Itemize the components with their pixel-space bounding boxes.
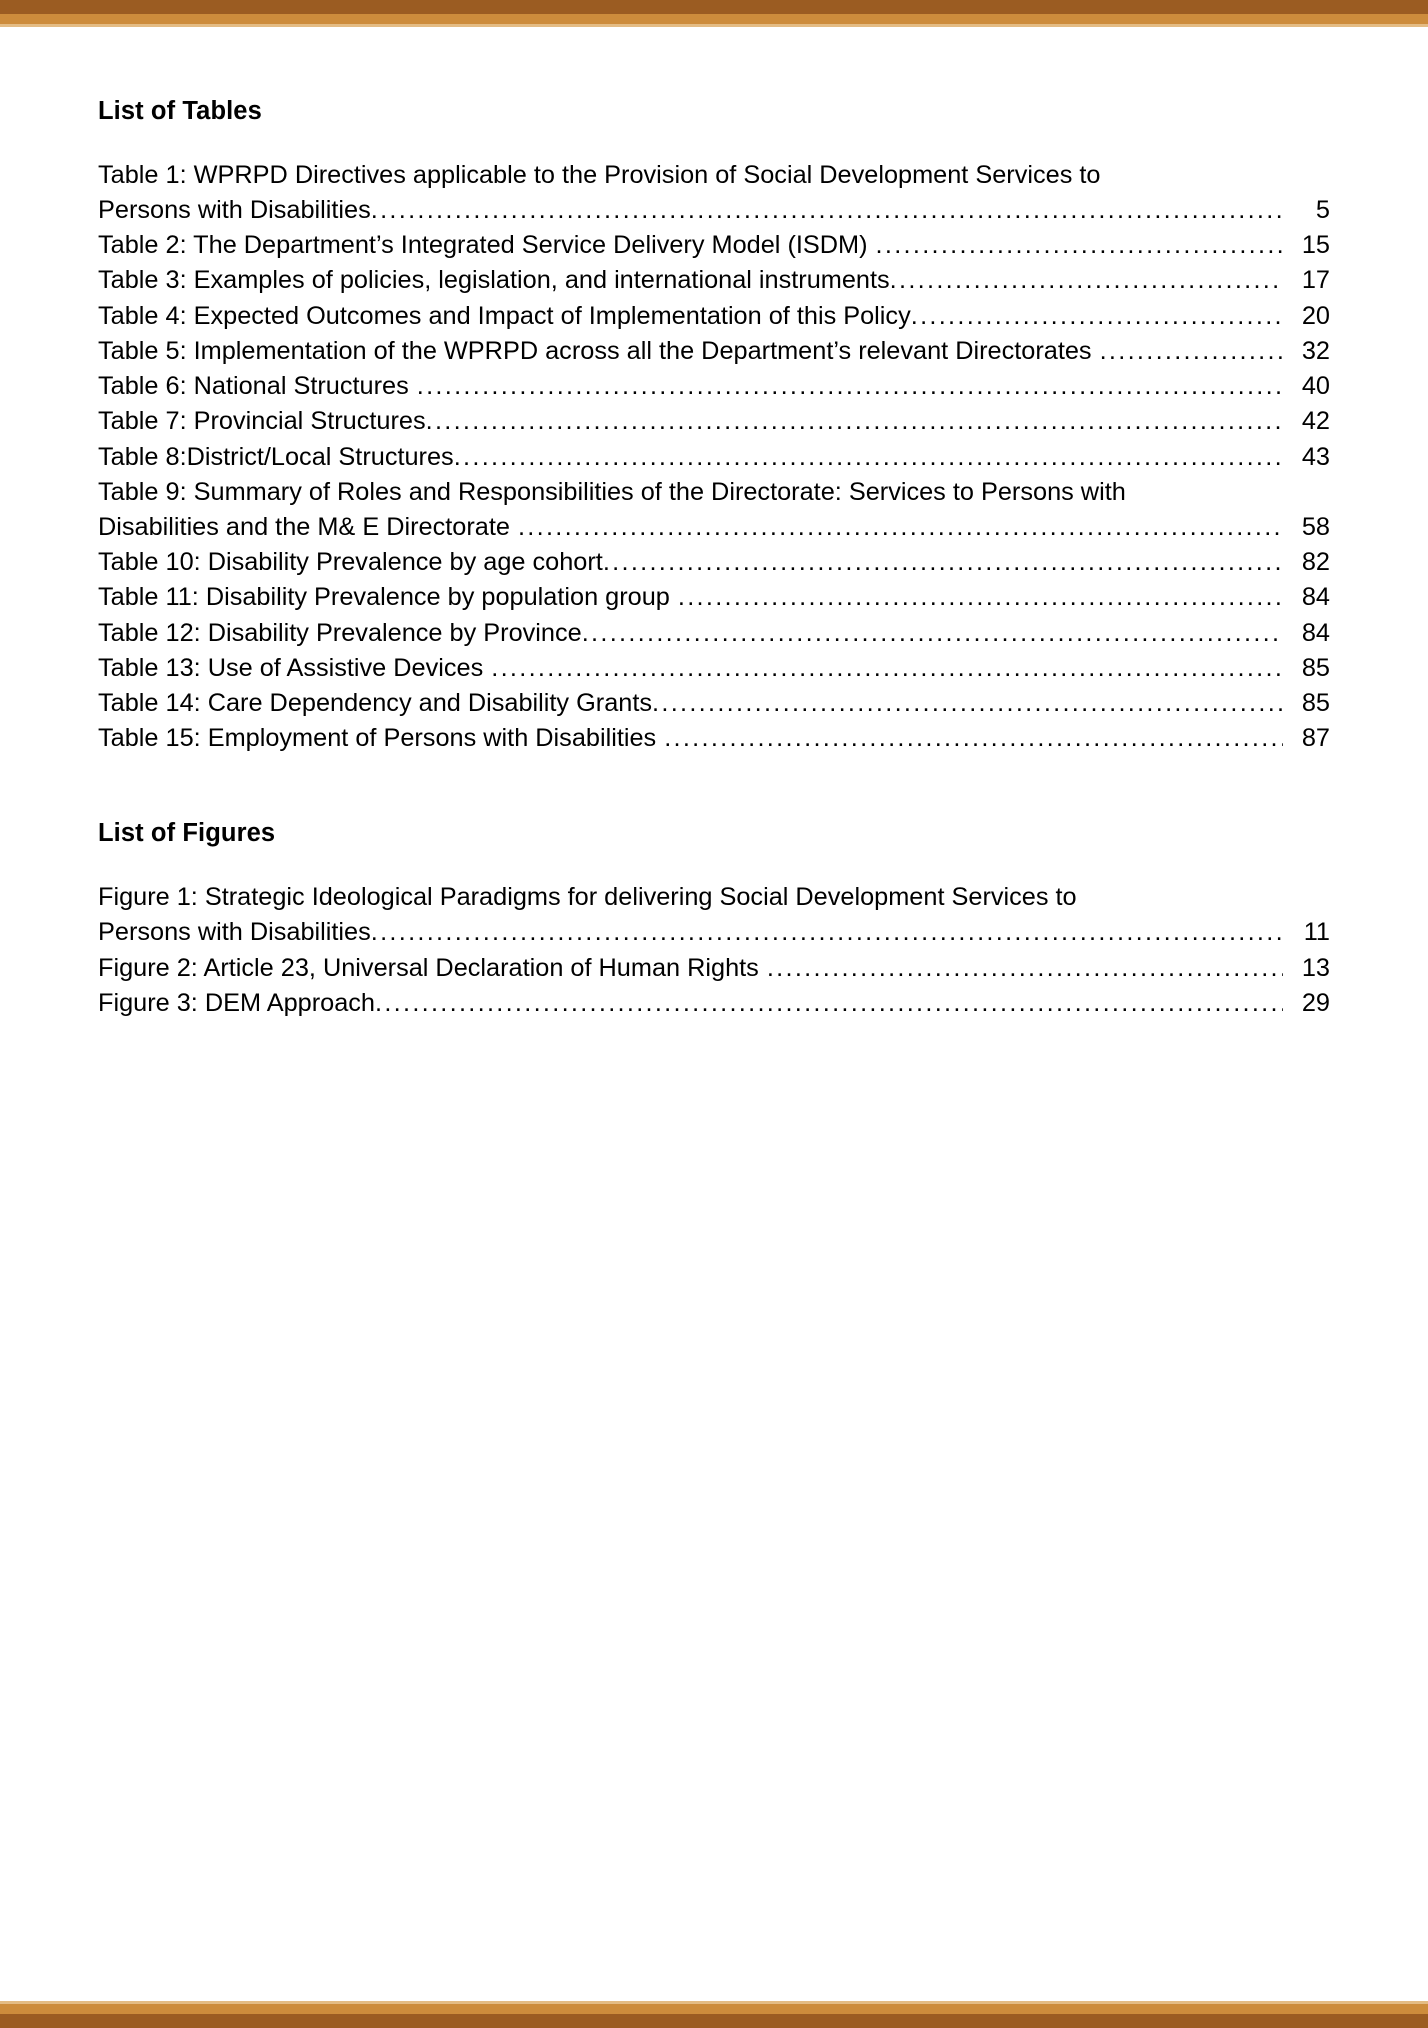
toc-entry[interactable]: [98, 369, 1330, 404]
toc-entry-label: Table 14: Care Dependency and Disability Grants: [98, 688, 653, 717]
toc-entry[interactable]: [98, 404, 1330, 439]
toc-leader-dots: [664, 726, 1283, 756]
toc-entry[interactable]: [98, 721, 1330, 756]
toc-leader-dots: [371, 921, 1283, 951]
toc-leader-dots: [876, 233, 1283, 263]
toc-entry[interactable]: [98, 651, 1330, 686]
toc-entry[interactable]: [98, 475, 1330, 545]
toc-entry[interactable]: [98, 228, 1330, 263]
toc-entry[interactable]: [98, 334, 1330, 369]
toc-page-number: 32: [1301, 336, 1330, 365]
toc-entry[interactable]: [98, 440, 1330, 475]
toc-leader-dots: [603, 550, 1283, 580]
toc-entry-label: Table 5: Implementation of the WPRPD across all the Department’s relevant Directorates: [98, 336, 1092, 365]
toc-leader-dots: [454, 445, 1283, 475]
page-border-top: [0, 0, 1428, 27]
page-content: [98, 96, 1330, 1021]
toc-page-number: 11: [1303, 918, 1330, 947]
toc-entry-label-continued: Persons with Disabilities: [98, 196, 371, 225]
toc-leader-dots: [375, 991, 1283, 1021]
toc-entry[interactable]: [98, 616, 1330, 651]
toc-page-number: 13: [1301, 953, 1330, 982]
toc-entry-label: Table 7: Provincial Structures: [98, 407, 426, 436]
toc-leader-dots: [911, 304, 1283, 334]
toc-entry-label: Table 9: Summary of Roles and Responsibilities of the Directorate: Services to Persons with: [98, 477, 1126, 506]
toc-leader-dots: [678, 586, 1283, 616]
toc-page-number: 43: [1301, 442, 1330, 471]
list-of-tables-entries: [98, 158, 1330, 756]
toc-page-number: 84: [1301, 583, 1330, 612]
toc-page-number: 42: [1301, 407, 1330, 436]
list-of-figures-entries: [98, 880, 1330, 1021]
toc-entry-label: Table 6: National Structures: [98, 372, 409, 401]
toc-leader-dots: [371, 198, 1283, 228]
toc-entry[interactable]: [98, 986, 1330, 1021]
page-border-bottom: [0, 2001, 1428, 2028]
list-of-tables-heading: List of Tables: [98, 97, 262, 125]
toc-page-number: 87: [1301, 724, 1330, 753]
list-of-tables-section: [98, 96, 1330, 756]
toc-page-number: 82: [1301, 548, 1330, 577]
toc-entry[interactable]: [98, 158, 1330, 228]
toc-page-number: 15: [1301, 231, 1330, 260]
toc-entry[interactable]: [98, 263, 1330, 298]
toc-page-number: 58: [1301, 512, 1330, 541]
border-band-light-top: [0, 14, 1428, 24]
toc-entry-label: Table 13: Use of Assistive Devices: [98, 653, 484, 682]
toc-entry[interactable]: [98, 686, 1330, 721]
toc-entry[interactable]: [98, 545, 1330, 580]
toc-page-number: 85: [1301, 653, 1330, 682]
toc-entry[interactable]: [98, 951, 1330, 986]
toc-leader-dots: [417, 374, 1283, 404]
toc-entry[interactable]: [98, 880, 1330, 950]
toc-entry-label: Table 10: Disability Prevalence by age cohort: [98, 548, 603, 577]
toc-leader-dots: [582, 621, 1283, 651]
border-band-light-bottom: [0, 2004, 1428, 2014]
border-band-dark-bottom: [0, 2014, 1428, 2028]
border-band-dark-top: [0, 0, 1428, 14]
toc-leader-dots: [1100, 339, 1283, 369]
list-of-figures-heading: List of Figures: [98, 819, 276, 848]
border-band-hairline-top: [0, 24, 1428, 27]
toc-entry-label-continued: Disabilities and the M& E Directorate: [98, 512, 510, 541]
toc-entry-label: Figure 3: DEM Approach: [98, 988, 375, 1017]
toc-entry-label: Table 12: Disability Prevalence by Province: [98, 618, 582, 647]
toc-entry-label: Figure 1: Strategic Ideological Paradigms for delivering Social Development Services to: [98, 883, 1077, 912]
toc-entry-label: Table 3: Examples of policies, legislation, and international instruments: [98, 266, 890, 295]
toc-leader-dots: [767, 956, 1283, 986]
toc-entry-label: Table 4: Expected Outcomes and Impact of Implementation of this Policy: [98, 301, 911, 330]
toc-page-number: 84: [1301, 618, 1330, 647]
toc-entry-label-continued: Persons with Disabilities: [98, 918, 371, 947]
toc-leader-dots: [491, 656, 1283, 686]
toc-page-number: 20: [1301, 301, 1330, 330]
toc-leader-dots: [518, 515, 1283, 545]
toc-page-number: 85: [1301, 688, 1330, 717]
toc-entry[interactable]: [98, 580, 1330, 615]
toc-entry-label: Figure 2: Article 23, Universal Declaration of Human Rights: [98, 953, 759, 982]
toc-page-number: 40: [1301, 372, 1330, 401]
toc-entry[interactable]: [98, 299, 1330, 334]
toc-page-number: 29: [1301, 988, 1330, 1017]
toc-page-number: 5: [1315, 196, 1330, 225]
toc-leader-dots: [652, 691, 1283, 721]
toc-entry-label: Table 1: WPRPD Directives applicable to the Provision of Social Development Services to: [98, 160, 1101, 189]
toc-leader-dots: [426, 410, 1283, 440]
toc-entry-label: Table 11: Disability Prevalence by population group: [98, 583, 670, 612]
list-of-figures-section: [98, 818, 1330, 1021]
toc-entry-label: Table 2: The Department’s Integrated Service Delivery Model (ISDM): [98, 231, 868, 260]
toc-entry-label: Table 8:District/Local Structures: [98, 442, 454, 471]
toc-entry-label: Table 15: Employment of Persons with Disabilities: [98, 724, 657, 753]
toc-leader-dots: [890, 269, 1283, 299]
toc-page-number: 17: [1301, 266, 1330, 295]
